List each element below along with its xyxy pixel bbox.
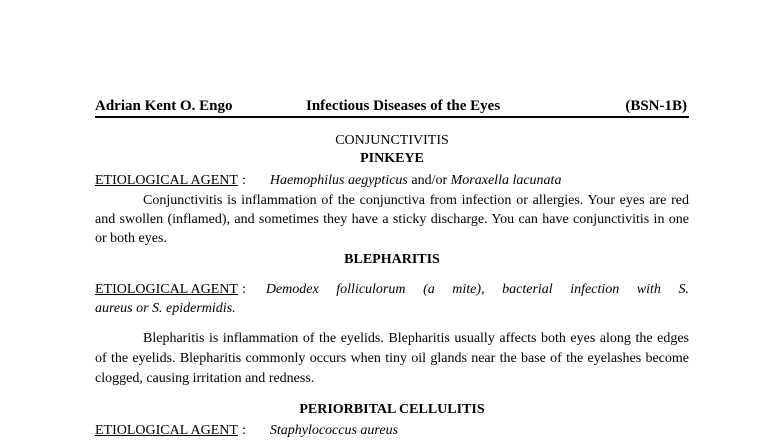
periorbital-agent-line	[95, 422, 689, 440]
blepharitis-agent-line	[95, 281, 689, 299]
agent-name-2: Moraxella lacunata	[450, 173, 562, 188]
conjunctivitis-heading: CONJUNCTIVITIS	[335, 133, 449, 148]
agent-colon: :	[241, 423, 246, 438]
document-title: Infectious Diseases of the Eyes	[306, 98, 501, 114]
agent-join: and/or	[411, 173, 448, 188]
blepharitis-description: Blepharitis is inflammation of the eyelids. Blepharitis usually affects both eyes along the edges of the eyelids. Blepharitis commonly occurs when tiny oil glands near the base of the eyelashes become clogged, causing irritation and redness.	[95, 331, 689, 386]
agent-colon: :	[241, 282, 246, 297]
conjunctivitis-agent-line	[95, 172, 689, 190]
author-name: Adrian Kent O. Engo	[95, 98, 233, 114]
agent-name: Staphylococcus aureus	[269, 423, 399, 438]
agent-label: ETIOLOGICAL AGENT	[95, 173, 238, 188]
section-code: (BSN-1B)	[625, 98, 687, 114]
agent-name-1: Haemophilus aegypticus	[269, 173, 408, 188]
pinkeye-subheading: PINKEYE	[360, 151, 424, 166]
blepharitis-agent-line-2: aureus or S. epidermidis.	[95, 301, 236, 316]
agent-name-line-1: Demodex folliculorum (a mite), bacterial infection with S.	[265, 282, 689, 297]
agent-colon: :	[241, 173, 246, 188]
agent-label: ETIOLOGICAL AGENT	[95, 282, 238, 297]
document-header	[95, 97, 689, 118]
agent-label: ETIOLOGICAL AGENT	[95, 423, 238, 438]
blepharitis-heading: BLEPHARITIS	[344, 252, 440, 267]
conjunctivitis-description: Conjunctivitis is inflammation of the conjunctiva from infection or allergies. Your eyes are red and swollen (inflamed), and sometimes they have a sticky discharge. You can have conjunctivitis in one or both eyes.	[95, 193, 689, 246]
periorbital-heading: PERIORBITAL CELLULITIS	[299, 402, 485, 417]
